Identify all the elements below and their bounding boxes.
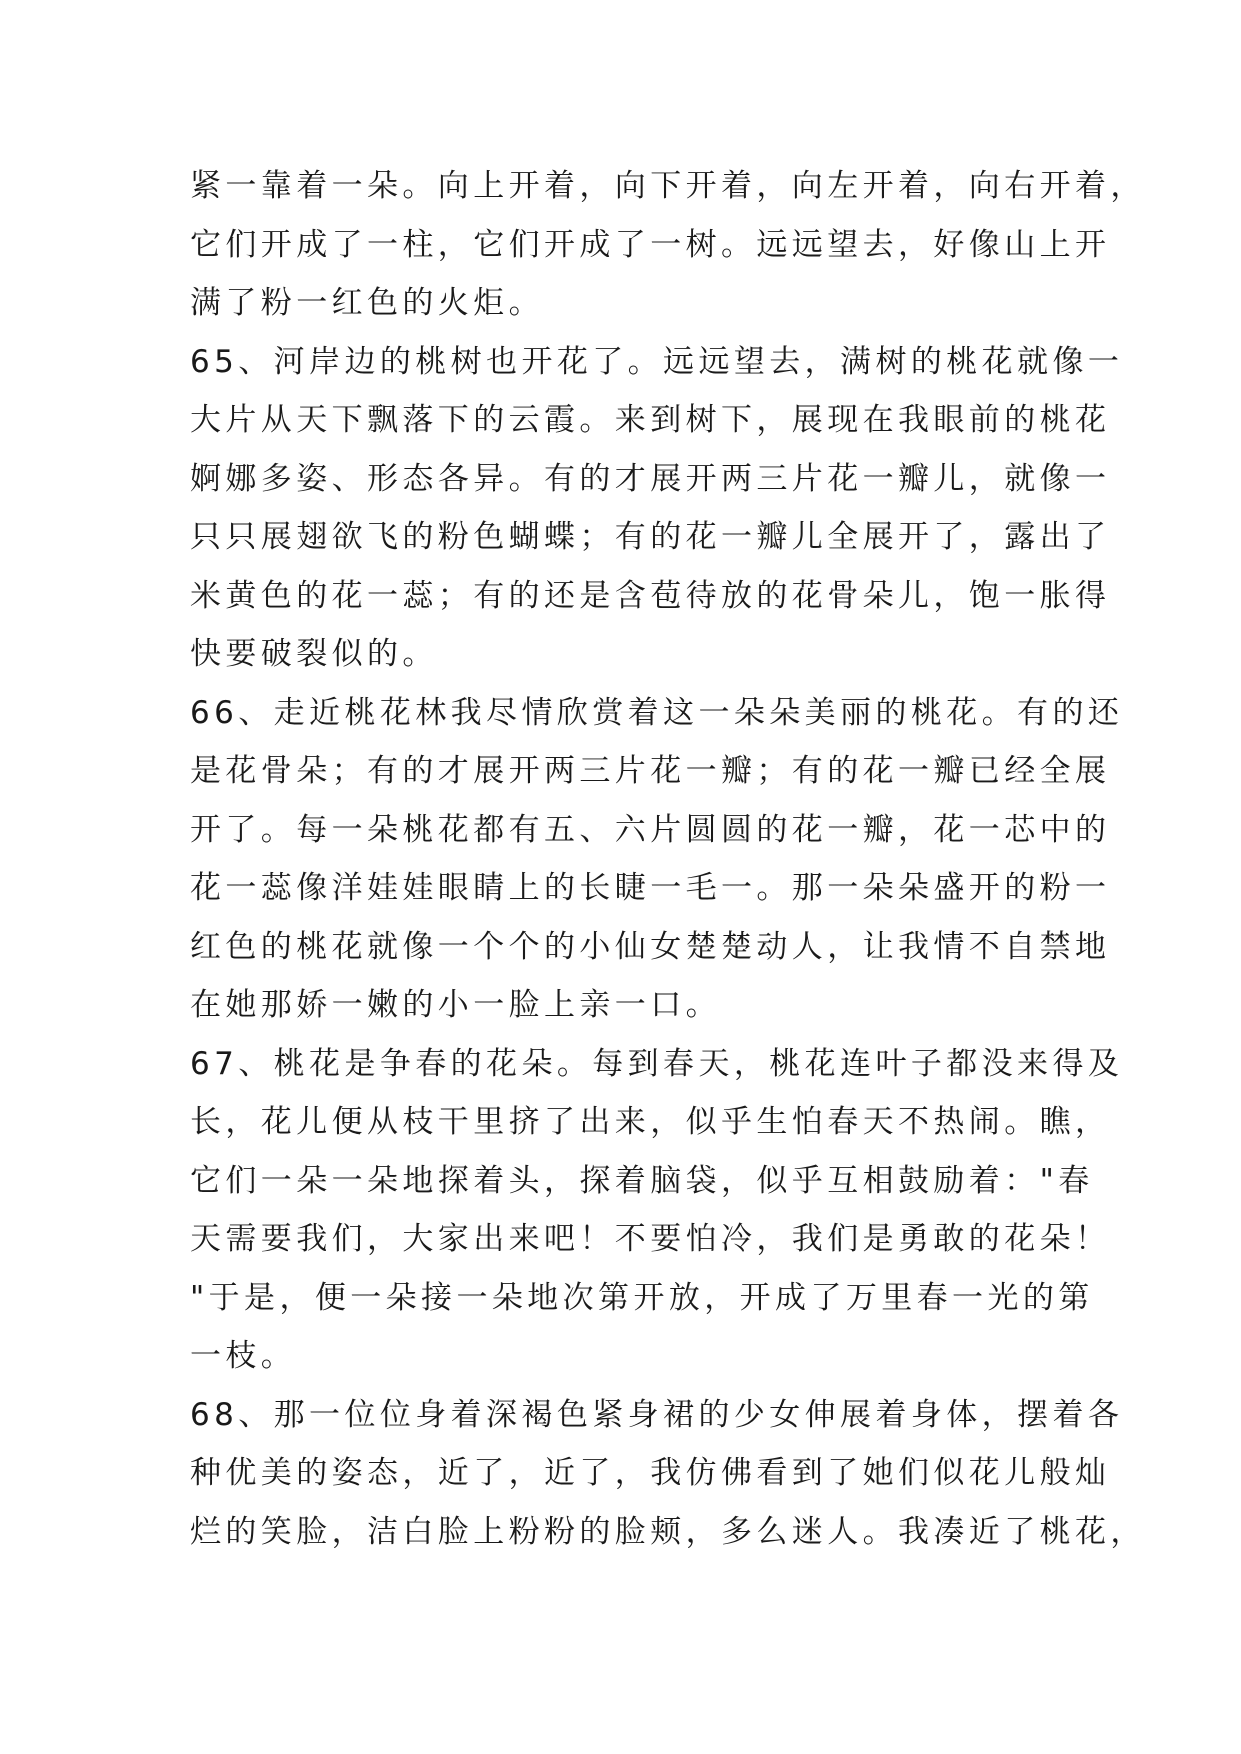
text-line: 开了。每一朵桃花都有五、六片圆圆的花一瓣，花一芯中的 (190, 811, 1111, 848)
text-line: 满了粉一红色的火炬。 (190, 285, 544, 321)
text-line: 快要破裂似的。 (190, 636, 438, 672)
text-line: 是花骨朵；有的才展开两三片花一瓣；有的花一瓣已经全展 (190, 753, 1111, 789)
text-line: 65、河岸边的桃树也开花了。远远望去，满树的桃花就像一 (190, 343, 1124, 380)
text-line: 在她那娇一嫩的小一脸上亲一口。 (190, 987, 721, 1023)
text-line: 它们开成了一柱，它们开成了一树。远远望去，好像山上开 (190, 226, 1111, 263)
document-body (190, 157, 1146, 1561)
text-line: 紧一靠着一朵。向上开着，向下开着，向左开着，向右开着， (190, 168, 1146, 204)
text-line: 烂的笑脸，洁白脸上粉粉的脸颊，多么迷人。我凑近了桃花， (190, 1513, 1146, 1550)
text-line: 花一蕊像洋娃娃眼睛上的长睫一毛一。那一朵朵盛开的粉一 (190, 870, 1111, 906)
text-line: 68、那一位位身着深褐色紧身裙的少女伸展着身体，摆着各 (190, 1396, 1124, 1433)
text-line: 大片从天下飘落下的云霞。来到树下，展现在我眼前的桃花 (190, 402, 1111, 438)
text-line: 只只展翅欲飞的粉色蝴蝶；有的花一瓣儿全展开了，露出了 (190, 519, 1111, 555)
text-line: 天需要我们，大家出来吧！不要怕冷，我们是勇敢的花朵！ (190, 1221, 1111, 1257)
text-line: 婀娜多姿、形态各异。有的才展开两三片花一瓣儿，就像一 (190, 460, 1111, 497)
text-line: "于是，便一朵接一朵地次第开放，开成了万里春一光的第 (190, 1279, 1094, 1316)
text-line: 种优美的姿态，近了，近了，我仿佛看到了她们似花儿般灿 (190, 1455, 1111, 1491)
text-line: 它们一朵一朵地探着头，探着脑袋，似乎互相鼓励着："春 (190, 1162, 1094, 1199)
text-line: 米黄色的花一蕊；有的还是含苞待放的花骨朵儿，饱一胀得 (190, 577, 1111, 614)
text-line: 67、桃花是争春的花朵。每到春天，桃花连叶子都没来得及 (190, 1045, 1124, 1082)
text-line: 一枝。 (190, 1338, 297, 1374)
text-line: 红色的桃花就像一个个的小仙女楚楚动人，让我情不自禁地 (190, 928, 1111, 965)
text-line: 长，花儿便从枝干里挤了出来，似乎生怕春天不热闹。瞧， (190, 1104, 1111, 1140)
text-line: 66、走近桃花林我尽情欣赏着这一朵朵美丽的桃花。有的还 (190, 694, 1124, 731)
